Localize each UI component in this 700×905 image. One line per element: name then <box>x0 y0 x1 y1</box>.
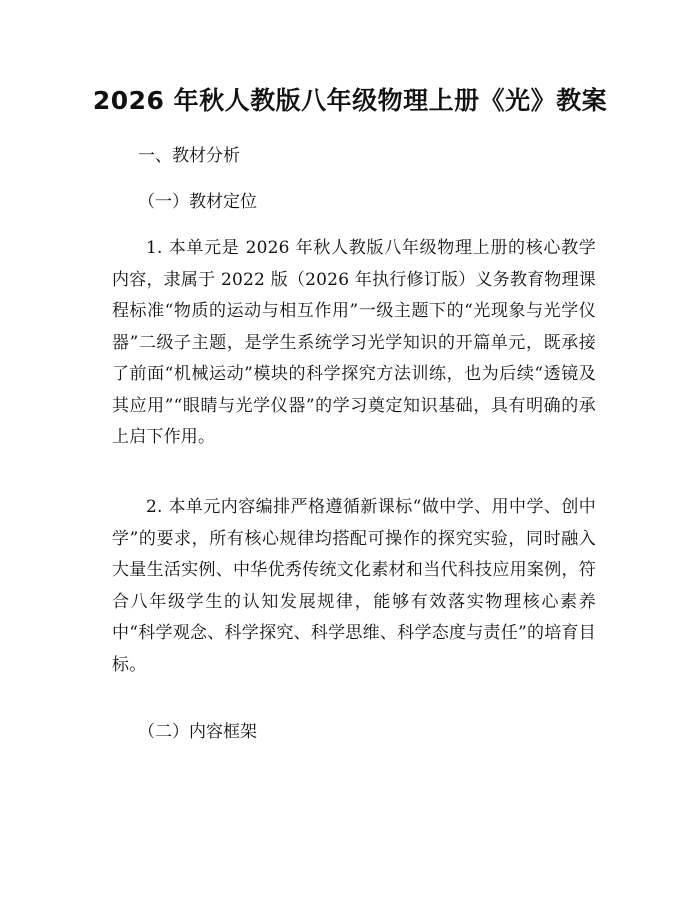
paragraph-2: 2. 本单元内容编排严格遵循新课标“做中学、用中学、创中学”的要求，所有核心规律均搭配可操作的探究实验，同时融入大量生活实例、中华优秀传统文化素材和当代科技应用案例，符合八年级学生的认知发展规律，能够有效落实物理核心素养中“科学观念、科学探究、科学思维、科学态度与责任”的培育目标。 <box>112 497 596 675</box>
subsection-heading-content-framework: （二）内容框架 <box>138 722 257 742</box>
subsection-heading-positioning: （一）教材定位 <box>138 192 257 212</box>
section-heading-textbook-analysis: 一、教材分析 <box>138 146 240 166</box>
paragraph-1: 1. 本单元是 2026 年秋人教版八年级物理上册的核心教学内容，隶属于 2022 版（2026 年执行修订版）义务教育物理课程标准“物质的运动与相互作用”一级主题下的“光现象与光学仪器”二级子主题，是学生系统学习光学知识的开篇单元，既承接了前面“机械运动”模块的科学探究方法训练，也为后续“透镜及其应用”“眼睛与光学仪器”的学习奠定知识基础，具有明确的承上启下作用。 <box>112 238 596 447</box>
document-title: 2026 年秋人教版八年级物理上册《光》教案 <box>92 86 608 115</box>
